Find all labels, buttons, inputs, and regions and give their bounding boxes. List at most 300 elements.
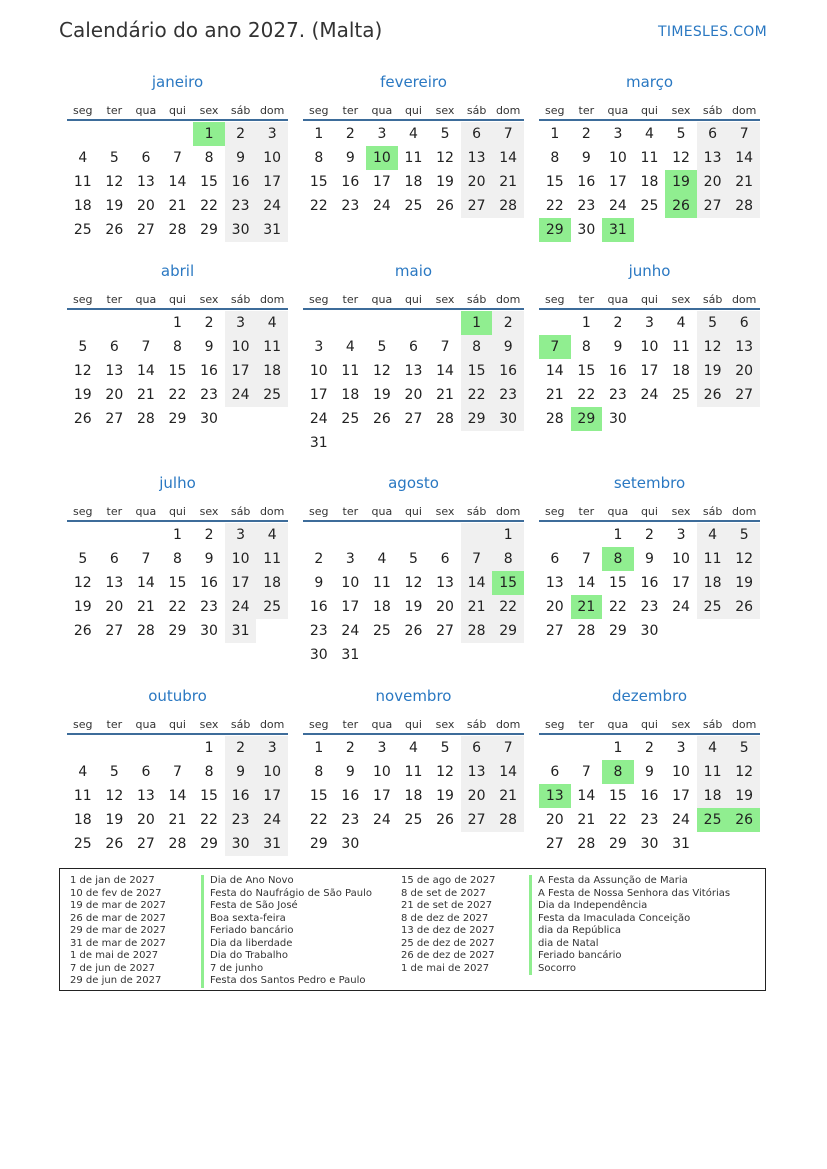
day-cell[interactable]: 12 [105,788,124,804]
day-cell[interactable]: 4 [377,551,387,567]
day-cell[interactable]: 7 [440,339,450,355]
day-cell[interactable]: 11 [697,760,729,784]
day-cell[interactable]: 15 [577,363,596,379]
day-cell[interactable]: 19 [372,387,391,403]
day-cell[interactable]: 16 [341,174,360,190]
day-cell[interactable]: 29 [608,623,627,639]
day-cell[interactable]: 29 [168,623,187,639]
day-cell[interactable]: 10 [225,547,257,571]
day-cell[interactable]: 24 [225,383,257,407]
day-cell[interactable]: 27 [436,623,454,639]
day-cell[interactable]: 16 [309,599,328,615]
day-cell[interactable]: 19 [105,812,124,828]
day-cell[interactable]: 9 [204,339,214,355]
day-cell[interactable]: 8 [461,335,493,359]
day-cell[interactable]: 31 [256,832,288,856]
day-cell[interactable]: 20 [728,359,760,383]
day-cell[interactable]: 3 [314,339,324,355]
day-cell[interactable]: 13 [697,146,729,170]
day-cell[interactable]: 15 [200,174,218,190]
day-cell[interactable]: 8 [314,150,324,166]
day-cell[interactable]: 14 [436,363,454,379]
day-cell[interactable]: 27 [105,623,124,639]
day-cell[interactable]: 11 [372,575,391,591]
day-cell[interactable]: 18 [404,788,423,804]
day-cell[interactable]: 14 [168,788,187,804]
day-cell[interactable]: 3 [225,523,257,547]
day-cell[interactable]: 3 [256,122,288,146]
day-cell[interactable]: 26 [665,194,697,218]
day-cell[interactable]: 2 [204,315,214,331]
day-cell[interactable]: 28 [577,623,596,639]
day-cell[interactable]: 17 [225,359,257,383]
day-cell[interactable]: 1 [581,315,591,331]
day-cell[interactable]: 20 [105,387,124,403]
day-cell[interactable]: 15 [168,363,187,379]
day-cell[interactable]: 20 [697,170,729,194]
day-cell[interactable]: 7 [141,339,151,355]
day-cell[interactable]: 27 [404,411,423,427]
day-cell[interactable]: 12 [105,174,124,190]
day-cell[interactable]: 10 [225,335,257,359]
day-cell[interactable]: 23 [640,599,659,615]
day-cell[interactable]: 12 [436,150,454,166]
day-cell[interactable]: 20 [136,812,155,828]
day-cell[interactable]: 23 [200,599,218,615]
day-cell[interactable]: 22 [577,387,596,403]
day-cell[interactable]: 30 [640,836,659,852]
day-cell[interactable]: 4 [256,311,288,335]
day-cell[interactable]: 9 [645,764,654,780]
day-cell[interactable]: 6 [141,764,151,780]
day-cell[interactable]: 19 [105,198,124,214]
day-cell[interactable]: 14 [545,363,564,379]
day-cell[interactable]: 20 [404,387,423,403]
day-cell[interactable]: 8 [314,764,324,780]
day-cell[interactable]: 20 [436,599,454,615]
day-cell[interactable]: 26 [372,411,391,427]
day-cell[interactable]: 21 [136,387,155,403]
day-cell[interactable]: 23 [225,808,257,832]
day-cell[interactable]: 28 [168,222,187,238]
day-cell[interactable]: 8 [204,764,214,780]
day-cell[interactable]: 8 [602,547,634,571]
day-cell[interactable]: 15 [545,174,564,190]
day-cell[interactable]: 7 [492,122,524,146]
day-cell[interactable]: 12 [672,150,690,166]
day-cell[interactable]: 8 [204,150,214,166]
day-cell[interactable]: 25 [73,222,92,238]
day-cell[interactable]: 13 [136,788,155,804]
day-cell[interactable]: 24 [672,812,690,828]
day-cell[interactable]: 30 [640,623,659,639]
day-cell[interactable]: 16 [577,174,596,190]
day-cell[interactable]: 7 [173,764,182,780]
day-cell[interactable]: 22 [461,383,493,407]
day-cell[interactable]: 13 [728,335,760,359]
day-cell[interactable]: 7 [173,150,182,166]
day-cell[interactable]: 15 [492,571,524,595]
day-cell[interactable]: 1 [613,527,623,543]
day-cell[interactable]: 28 [545,411,564,427]
day-cell[interactable]: 11 [672,339,690,355]
day-cell[interactable]: 20 [136,198,155,214]
day-cell[interactable]: 2 [492,311,524,335]
day-cell[interactable]: 26 [404,623,423,639]
day-cell[interactable]: 14 [492,146,524,170]
day-cell[interactable]: 4 [78,764,88,780]
day-cell[interactable]: 4 [345,339,355,355]
day-cell[interactable]: 2 [314,551,324,567]
day-cell[interactable]: 11 [341,363,360,379]
day-cell[interactable]: 14 [728,146,760,170]
day-cell[interactable]: 16 [200,363,218,379]
day-cell[interactable]: 19 [404,599,423,615]
day-cell[interactable]: 27 [545,623,564,639]
day-cell[interactable]: 8 [581,339,591,355]
day-cell[interactable]: 10 [672,551,690,567]
day-cell[interactable]: 7 [728,122,760,146]
day-cell[interactable]: 10 [608,150,627,166]
day-cell[interactable]: 21 [545,387,564,403]
day-cell[interactable]: 22 [309,198,328,214]
day-cell[interactable]: 19 [73,387,92,403]
day-cell[interactable]: 6 [697,122,729,146]
day-cell[interactable]: 19 [665,170,697,194]
day-cell[interactable]: 5 [377,339,387,355]
day-cell[interactable]: 2 [204,527,214,543]
day-cell[interactable]: 1 [173,315,182,331]
day-cell[interactable]: 31 [309,435,328,451]
day-cell[interactable]: 5 [728,736,760,760]
day-cell[interactable]: 18 [640,174,659,190]
day-cell[interactable]: 30 [577,222,596,238]
day-cell[interactable]: 5 [697,311,729,335]
day-cell[interactable]: 17 [309,387,328,403]
day-cell[interactable]: 30 [492,407,524,431]
day-cell[interactable]: 9 [345,764,355,780]
day-cell[interactable]: 15 [309,174,328,190]
day-cell[interactable]: 3 [645,315,654,331]
day-cell[interactable]: 6 [409,339,418,355]
day-cell[interactable]: 23 [608,387,627,403]
day-cell[interactable]: 24 [372,812,391,828]
day-cell[interactable]: 18 [697,571,729,595]
day-cell[interactable]: 28 [136,411,155,427]
day-cell[interactable]: 12 [73,575,92,591]
day-cell[interactable]: 7 [539,335,571,359]
day-cell[interactable]: 13 [461,760,493,784]
day-cell[interactable]: 20 [545,599,564,615]
day-cell[interactable]: 30 [608,411,627,427]
day-cell[interactable]: 6 [141,150,151,166]
day-cell[interactable]: 31 [341,647,360,663]
day-cell[interactable]: 20 [461,784,493,808]
day-cell[interactable]: 7 [581,551,591,567]
day-cell[interactable]: 17 [372,174,391,190]
day-cell[interactable]: 1 [204,740,214,756]
day-cell[interactable]: 21 [136,599,155,615]
day-cell[interactable]: 13 [105,575,124,591]
day-cell[interactable]: 23 [200,387,218,403]
day-cell[interactable]: 28 [728,194,760,218]
day-cell[interactable]: 24 [640,387,659,403]
day-cell[interactable]: 4 [256,523,288,547]
day-cell[interactable]: 1 [461,311,493,335]
day-cell[interactable]: 24 [256,194,288,218]
day-cell[interactable]: 6 [550,551,560,567]
day-cell[interactable]: 25 [372,623,391,639]
day-cell[interactable]: 7 [141,551,151,567]
day-cell[interactable]: 9 [613,339,623,355]
day-cell[interactable]: 4 [409,740,418,756]
day-cell[interactable]: 28 [436,411,454,427]
day-cell[interactable]: 26 [105,836,124,852]
day-cell[interactable]: 11 [73,788,92,804]
day-cell[interactable]: 29 [608,836,627,852]
day-cell[interactable]: 11 [404,764,423,780]
day-cell[interactable]: 5 [440,740,450,756]
day-cell[interactable]: 18 [404,174,423,190]
day-cell[interactable]: 9 [314,575,324,591]
day-cell[interactable]: 25 [697,595,729,619]
day-cell[interactable]: 29 [200,836,218,852]
day-cell[interactable]: 24 [341,623,360,639]
day-cell[interactable]: 15 [461,359,493,383]
day-cell[interactable]: 30 [200,623,218,639]
day-cell[interactable]: 25 [404,812,423,828]
day-cell[interactable]: 21 [577,812,596,828]
day-cell[interactable]: 30 [341,836,360,852]
day-cell[interactable]: 18 [73,812,92,828]
day-cell[interactable]: 13 [545,575,564,591]
day-cell[interactable]: 22 [168,387,187,403]
day-cell[interactable]: 20 [461,170,493,194]
day-cell[interactable]: 10 [372,764,391,780]
day-cell[interactable]: 27 [461,808,493,832]
day-cell[interactable]: 9 [225,146,257,170]
day-cell[interactable]: 10 [256,146,288,170]
day-cell[interactable]: 31 [672,836,690,852]
day-cell[interactable]: 23 [225,194,257,218]
day-cell[interactable]: 23 [341,198,360,214]
day-cell[interactable]: 20 [545,812,564,828]
day-cell[interactable]: 16 [492,359,524,383]
day-cell[interactable]: 12 [728,760,760,784]
day-cell[interactable]: 11 [640,150,659,166]
day-cell[interactable]: 29 [461,407,493,431]
day-cell[interactable]: 9 [645,551,654,567]
day-cell[interactable]: 8 [492,547,524,571]
day-cell[interactable]: 12 [728,547,760,571]
day-cell[interactable]: 18 [697,784,729,808]
day-cell[interactable]: 21 [168,812,187,828]
day-cell[interactable]: 20 [105,599,124,615]
day-cell[interactable]: 18 [672,363,690,379]
day-cell[interactable]: 24 [256,808,288,832]
day-cell[interactable]: 14 [168,174,187,190]
day-cell[interactable]: 9 [492,335,524,359]
day-cell[interactable]: 9 [581,150,591,166]
day-cell[interactable]: 2 [225,122,257,146]
day-cell[interactable]: 6 [461,736,493,760]
day-cell[interactable]: 5 [440,126,450,142]
day-cell[interactable]: 14 [577,788,596,804]
day-cell[interactable]: 24 [372,198,391,214]
day-cell[interactable]: 16 [200,575,218,591]
day-cell[interactable]: 3 [225,311,257,335]
day-cell[interactable]: 27 [697,194,729,218]
day-cell[interactable]: 14 [492,760,524,784]
day-cell[interactable]: 25 [341,411,360,427]
day-cell[interactable]: 4 [409,126,418,142]
day-cell[interactable]: 6 [728,311,760,335]
day-cell[interactable]: 1 [613,740,623,756]
day-cell[interactable]: 8 [173,551,182,567]
day-cell[interactable]: 28 [168,836,187,852]
day-cell[interactable]: 17 [372,788,391,804]
day-cell[interactable]: 5 [676,126,686,142]
day-cell[interactable]: 14 [136,575,155,591]
day-cell[interactable]: 26 [73,411,92,427]
day-cell[interactable]: 2 [613,315,623,331]
day-cell[interactable]: 10 [309,363,328,379]
day-cell[interactable]: 21 [492,170,524,194]
day-cell[interactable]: 5 [728,523,760,547]
day-cell[interactable]: 12 [404,575,423,591]
day-cell[interactable]: 21 [728,170,760,194]
day-cell[interactable]: 18 [73,198,92,214]
day-cell[interactable]: 17 [608,174,627,190]
day-cell[interactable]: 6 [109,551,119,567]
day-cell[interactable]: 12 [73,363,92,379]
day-cell[interactable]: 10 [366,146,398,170]
day-cell[interactable]: 25 [404,198,423,214]
day-cell[interactable]: 5 [78,339,88,355]
day-cell[interactable]: 22 [608,599,627,615]
day-cell[interactable]: 7 [492,736,524,760]
day-cell[interactable]: 16 [640,788,659,804]
day-cell[interactable]: 1 [173,527,182,543]
day-cell[interactable]: 6 [550,764,560,780]
day-cell[interactable]: 19 [728,784,760,808]
day-cell[interactable]: 11 [256,547,288,571]
day-cell[interactable]: 9 [345,150,355,166]
day-cell[interactable]: 15 [309,788,328,804]
day-cell[interactable]: 30 [225,832,257,856]
day-cell[interactable]: 30 [309,647,328,663]
day-cell[interactable]: 6 [109,339,119,355]
day-cell[interactable]: 12 [436,764,454,780]
day-cell[interactable]: 1 [314,126,324,142]
day-cell[interactable]: 16 [640,575,659,591]
day-cell[interactable]: 15 [608,575,627,591]
day-cell[interactable]: 21 [436,387,454,403]
day-cell[interactable]: 17 [672,788,690,804]
day-cell[interactable]: 23 [341,812,360,828]
day-cell[interactable]: 30 [200,411,218,427]
day-cell[interactable]: 2 [581,126,591,142]
day-cell[interactable]: 26 [105,222,124,238]
day-cell[interactable]: 11 [73,174,92,190]
day-cell[interactable]: 29 [168,411,187,427]
day-cell[interactable]: 28 [136,623,155,639]
day-cell[interactable]: 10 [256,760,288,784]
day-cell[interactable]: 4 [645,126,654,142]
day-cell[interactable]: 28 [492,194,524,218]
day-cell[interactable]: 24 [608,198,627,214]
day-cell[interactable]: 14 [136,363,155,379]
day-cell[interactable]: 22 [608,812,627,828]
day-cell[interactable]: 29 [571,407,603,431]
day-cell[interactable]: 19 [73,599,92,615]
day-cell[interactable]: 3 [377,740,387,756]
day-cell[interactable]: 4 [676,315,686,331]
day-cell[interactable]: 19 [697,359,729,383]
day-cell[interactable]: 29 [492,619,524,643]
day-cell[interactable]: 22 [545,198,564,214]
day-cell[interactable]: 15 [608,788,627,804]
day-cell[interactable]: 18 [372,599,391,615]
day-cell[interactable]: 8 [602,760,634,784]
day-cell[interactable]: 2 [345,740,355,756]
day-cell[interactable]: 13 [539,784,571,808]
day-cell[interactable]: 28 [492,808,524,832]
day-cell[interactable]: 10 [640,339,659,355]
day-cell[interactable]: 29 [309,836,328,852]
day-cell[interactable]: 22 [200,812,218,828]
day-cell[interactable]: 27 [105,411,124,427]
day-cell[interactable]: 15 [200,788,218,804]
day-cell[interactable]: 1 [193,122,225,146]
day-cell[interactable]: 24 [309,411,328,427]
day-cell[interactable]: 29 [200,222,218,238]
day-cell[interactable]: 14 [461,571,493,595]
day-cell[interactable]: 1 [314,740,324,756]
site-link[interactable]: TIMESLES.COM [658,24,767,40]
day-cell[interactable]: 25 [256,595,288,619]
day-cell[interactable]: 19 [728,571,760,595]
day-cell[interactable]: 22 [200,198,218,214]
day-cell[interactable]: 12 [697,335,729,359]
day-cell[interactable]: 11 [256,335,288,359]
day-cell[interactable]: 13 [105,363,124,379]
day-cell[interactable]: 2 [645,740,654,756]
day-cell[interactable]: 16 [225,784,257,808]
day-cell[interactable]: 23 [640,812,659,828]
day-cell[interactable]: 16 [341,788,360,804]
day-cell[interactable]: 18 [256,359,288,383]
day-cell[interactable]: 25 [256,383,288,407]
day-cell[interactable]: 2 [225,736,257,760]
day-cell[interactable]: 10 [341,575,360,591]
day-cell[interactable]: 31 [256,218,288,242]
day-cell[interactable]: 25 [640,198,659,214]
day-cell[interactable]: 17 [256,784,288,808]
day-cell[interactable]: 27 [136,836,155,852]
day-cell[interactable]: 3 [676,527,686,543]
day-cell[interactable]: 3 [613,126,623,142]
day-cell[interactable]: 26 [436,198,454,214]
day-cell[interactable]: 13 [436,575,454,591]
day-cell[interactable]: 22 [492,595,524,619]
day-cell[interactable]: 21 [492,784,524,808]
day-cell[interactable]: 7 [461,547,493,571]
day-cell[interactable]: 28 [461,619,493,643]
day-cell[interactable]: 8 [173,339,182,355]
day-cell[interactable]: 4 [697,523,729,547]
day-cell[interactable]: 25 [672,387,690,403]
